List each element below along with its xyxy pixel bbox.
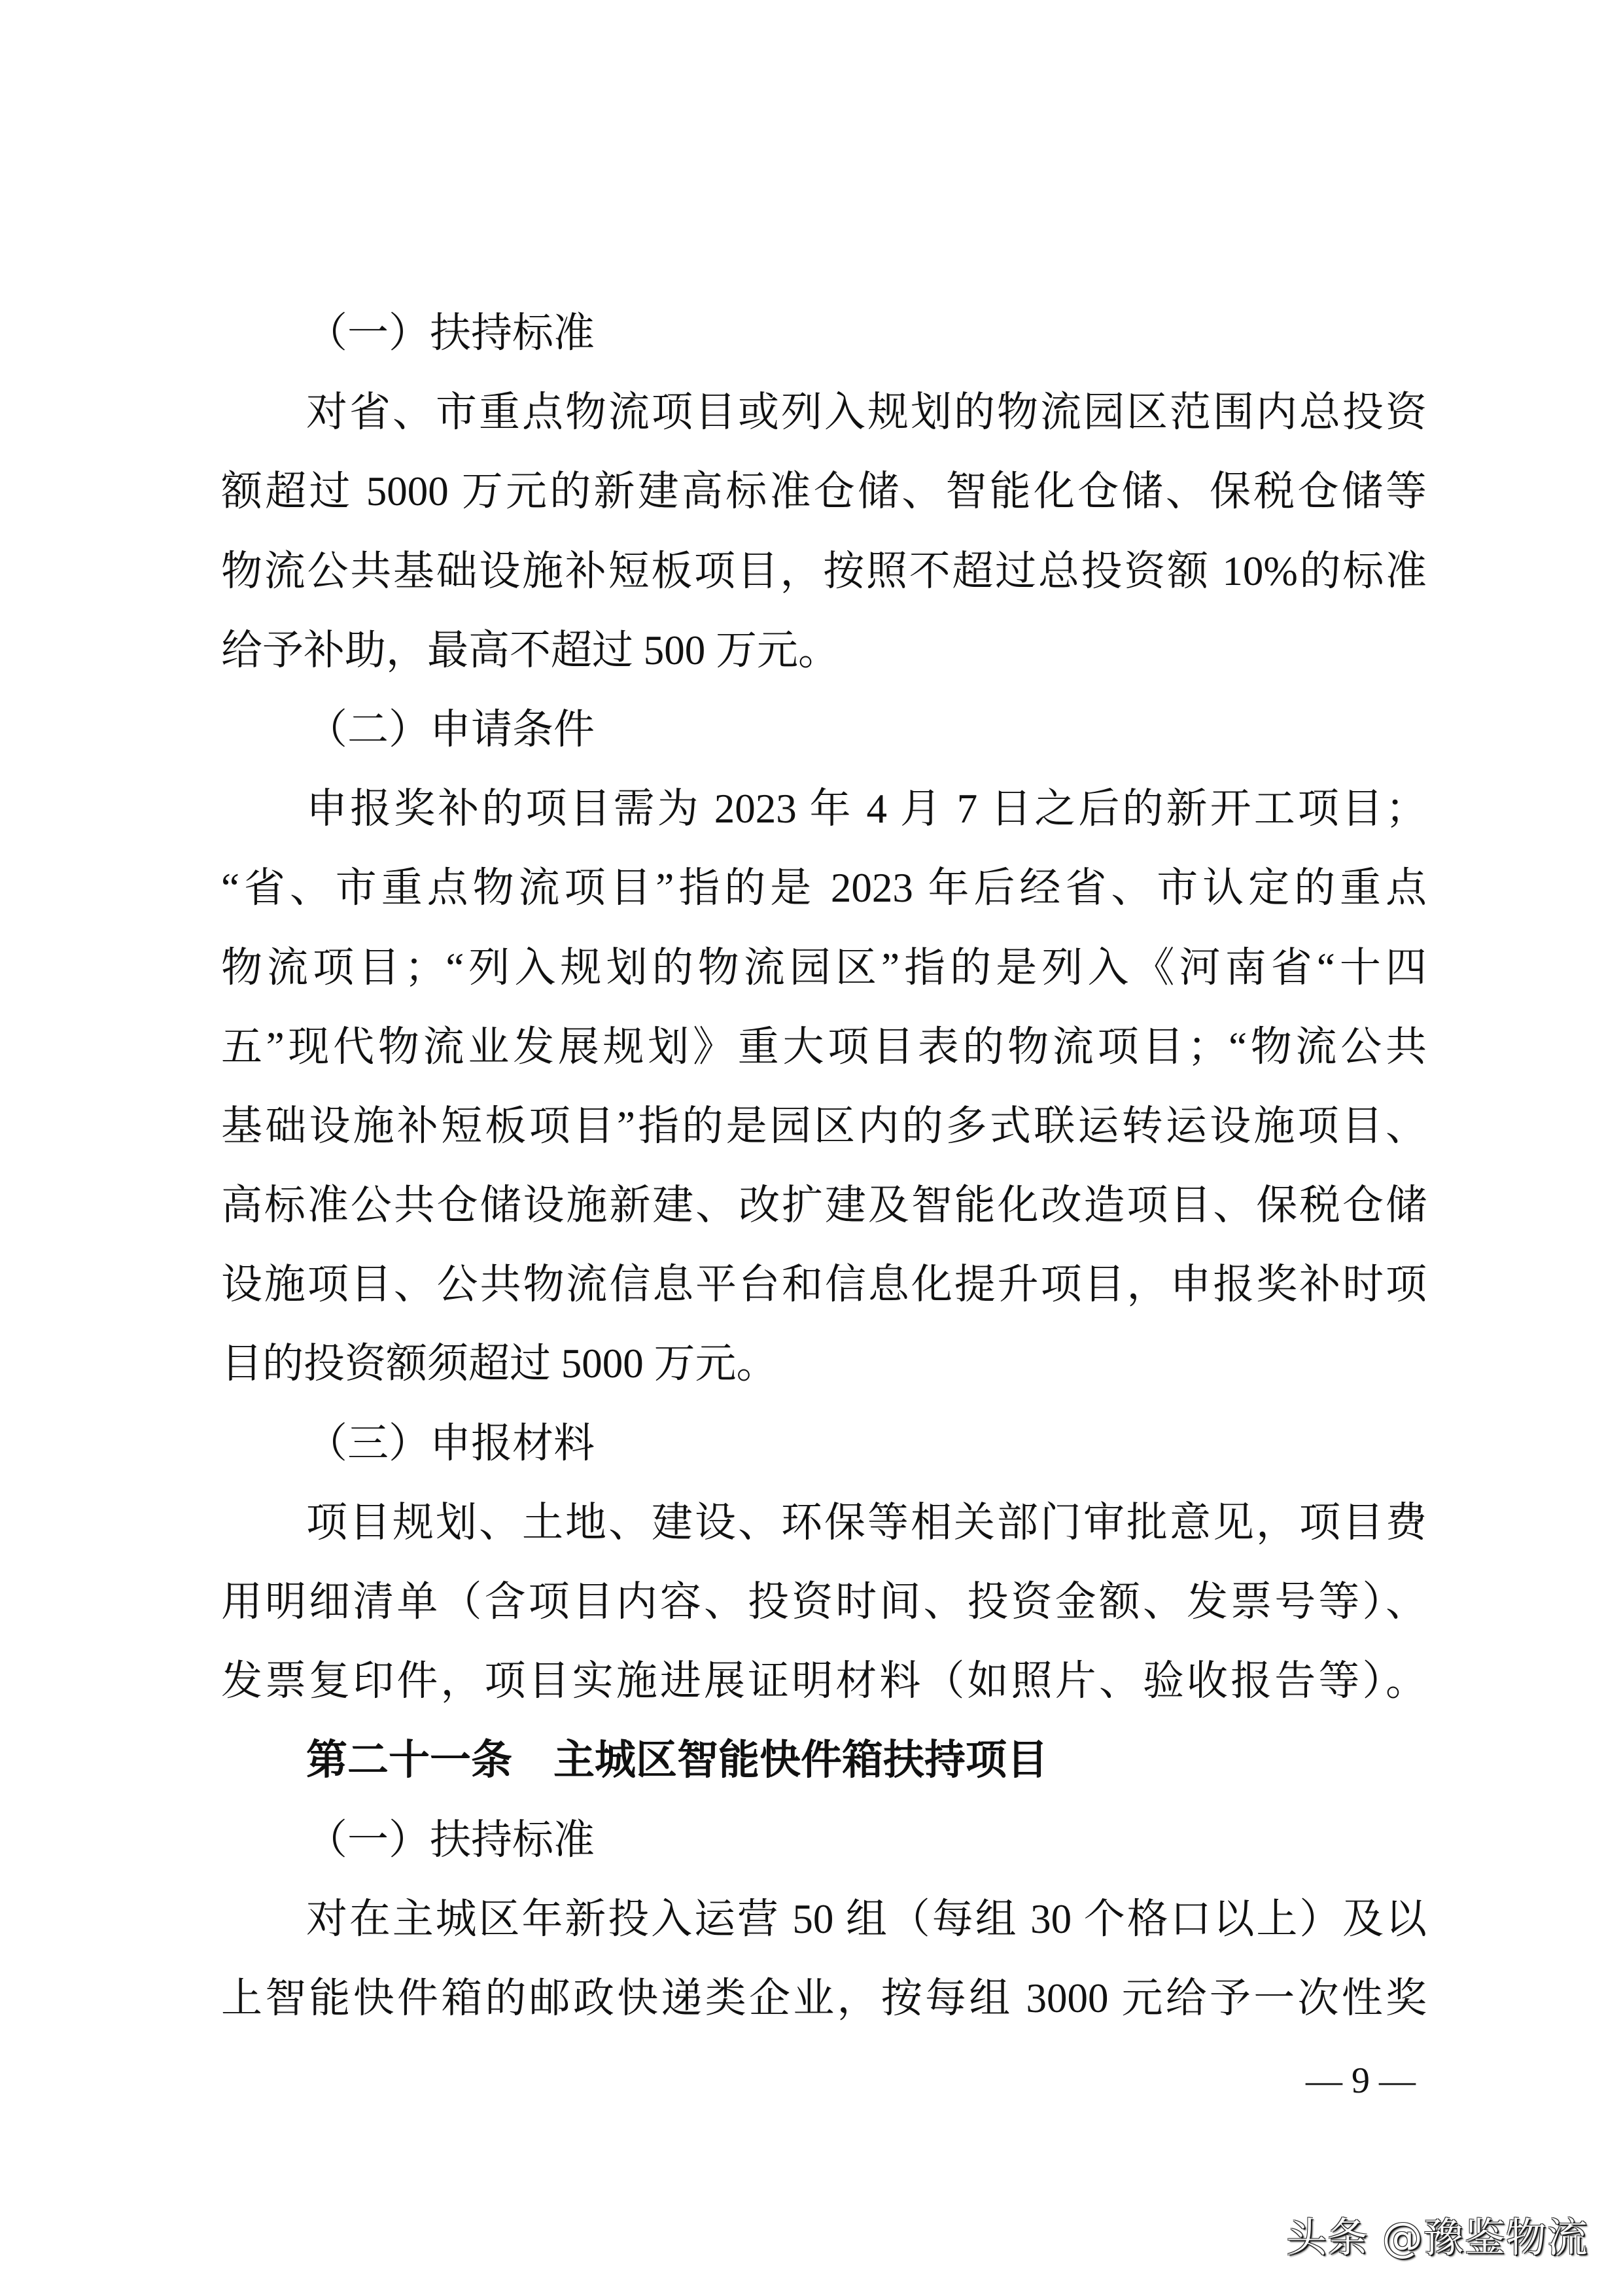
page-number: — 9 — <box>1306 2060 1416 2101</box>
paragraph-line: “省、市重点物流项目”指的是 2023 年后经省、市认定的重点 <box>221 865 1427 911</box>
paragraph-line: 基础设施补短板项目”指的是园区内的多式联运转运设施项目、 <box>221 1103 1427 1149</box>
paragraph-line: 设施项目、公共物流信息平台和信息化提升项目，申报奖补时项 <box>221 1262 1427 1308</box>
paragraph-line: 额超过 5000 万元的新建高标准仓储、智能化仓储、保税仓储等 <box>221 468 1427 515</box>
subheading-support-standard: （一）扶持标准 <box>306 1816 595 1863</box>
paragraph-line: 项目规划、土地、建设、环保等相关部门审批意见，项目费 <box>306 1499 1427 1545</box>
paragraph-line: 发票复印件，项目实施进展证明材料（如照片、验收报告等）。 <box>221 1658 1427 1704</box>
paragraph-line: 物流公共基础设施补短板项目，按照不超过总投资额 10%的标准 <box>221 548 1427 594</box>
paragraph-line: 给予补助，最高不超过 500 万元。 <box>221 627 839 673</box>
paragraph-line: 申报奖补的项目需为 2023 年 4 月 7 日之后的新开工项目； <box>306 786 1427 832</box>
paragraph-line: 对在主城区年新投入运营 50 组（每组 30 个格口以上）及以 <box>306 1896 1427 1942</box>
article-heading: 第二十一条 主城区智能快件箱扶持项目 <box>306 1737 1048 1784</box>
subheading-application-materials: （三）申报材料 <box>306 1420 595 1466</box>
document-body <box>221 294 1427 2038</box>
paragraph-line: 对省、市重点物流项目或列入规划的物流园区范围内总投资 <box>306 389 1427 436</box>
paragraph-line: 高标准公共仓储设施新建、改扩建及智能化改造项目、保税仓储 <box>221 1182 1427 1229</box>
paragraph-line: 用明细清单（含项目内容、投资时间、投资金额、发票号等）、 <box>221 1579 1427 1625</box>
paragraph-line: 物流项目；“列入规划的物流园区”指的是列入《河南省“十四 <box>221 944 1427 991</box>
subheading-support-standard: （一）扶持标准 <box>306 310 595 356</box>
paragraph-line: 目的投资额须超过 5000 万元。 <box>221 1341 778 1387</box>
subheading-application-conditions: （二）申请条件 <box>306 706 595 752</box>
paragraph-line: 上智能快件箱的邮政快递类企业，按每组 3000 元给予一次性奖 <box>221 1975 1427 2021</box>
paragraph-line: 五”现代物流业发展规划》重大项目表的物流项目；“物流公共 <box>221 1023 1427 1070</box>
watermark: 头条 @豫鉴物流 <box>1286 2214 1588 2261</box>
